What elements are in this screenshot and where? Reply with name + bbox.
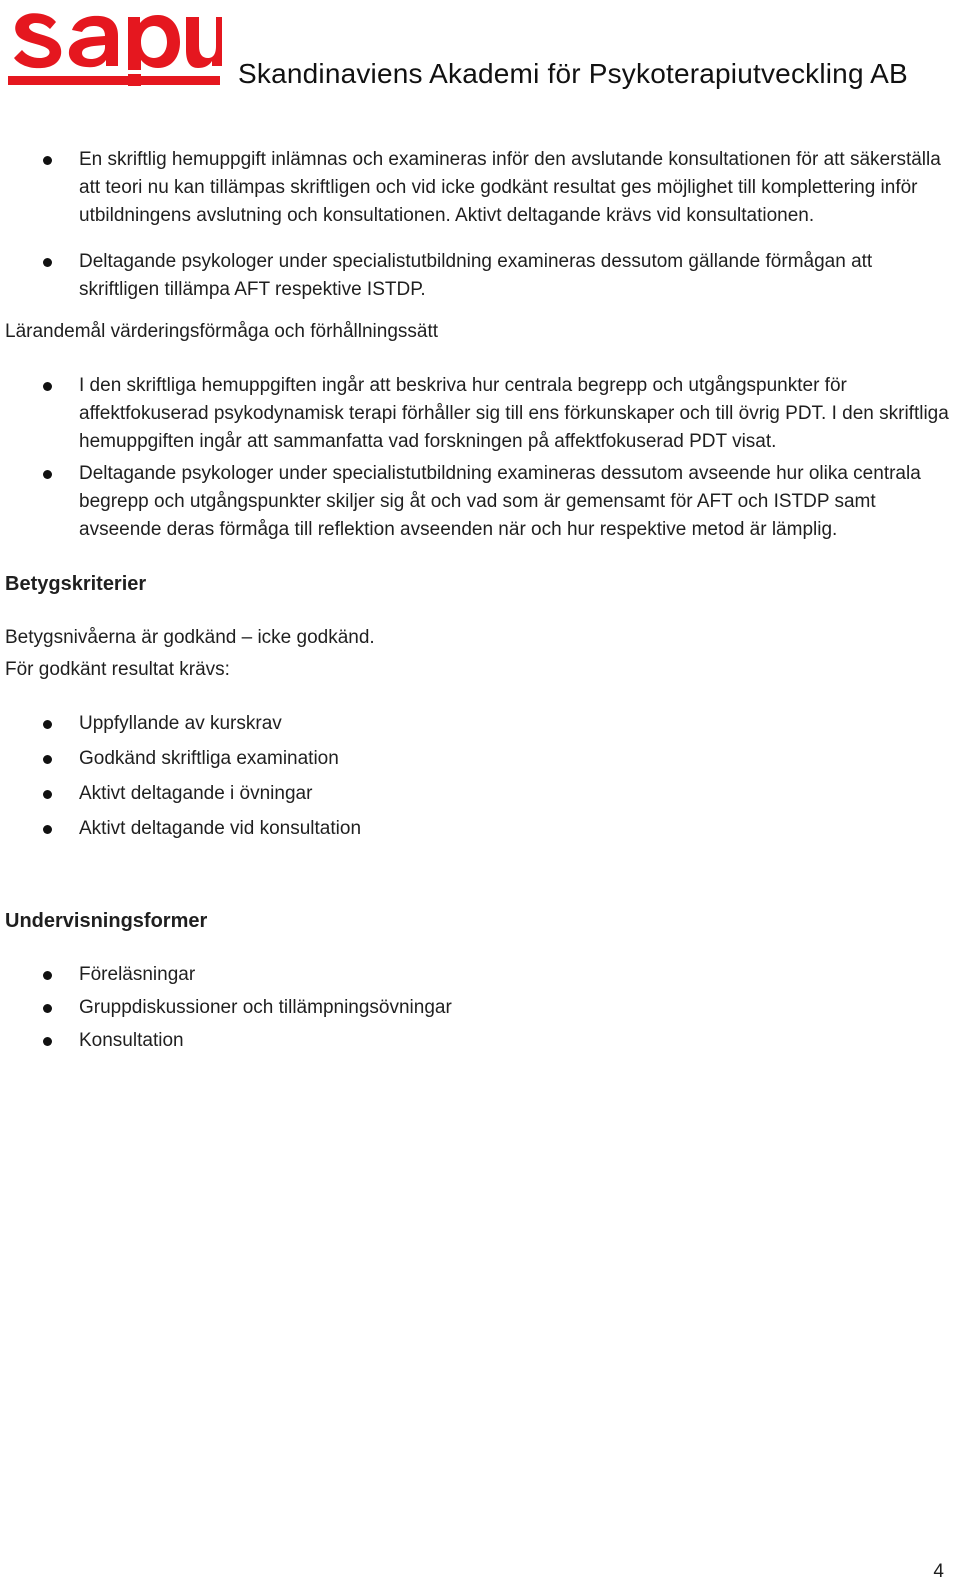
- list-item: [5, 460, 953, 544]
- list-item: [5, 710, 953, 738]
- grading-heading: Betygskriterier: [5, 573, 147, 595]
- learning-goals-list: [5, 372, 953, 544]
- teaching-forms-list: [5, 961, 953, 1055]
- sapu-logo: [6, 0, 222, 86]
- list-item-text: Deltagande psykologer under specialistutbildning examineras dessutom gällande förmågan att skriftligen tillämpa AFT respektive ISTDP.: [79, 251, 873, 300]
- sapu-logo-graphic: [6, 0, 222, 86]
- learning-goals-title: Lärandemål värderingsförmåga och förhållningssätt: [5, 321, 439, 342]
- company-name: Skandinaviens Akademi för Psykoterapiutveckling AB: [238, 58, 908, 89]
- list-item: [5, 994, 953, 1022]
- bullet-icon: [43, 258, 52, 267]
- bullet-icon: [43, 755, 52, 764]
- list-item-text: Aktivt deltagande i övningar: [79, 783, 313, 804]
- bullet-icon: [43, 156, 52, 165]
- bullet-icon: [43, 720, 52, 729]
- bullet-icon: [43, 825, 52, 834]
- list-item: [5, 745, 953, 773]
- bullet-icon: [43, 790, 52, 799]
- teaching-heading: Undervisningsformer: [5, 910, 208, 932]
- list-item-text: I den skriftliga hemuppgiften ingår att beskriva hur centrala begrepp och utgångspunkter för affektfokuserad psykodynamisk terapi förhåller sig till ens förkunskaper och till övrig PDT. I den skriftliga hemuppgiften ingår att sammanfatta vad forskningen på affektfokuserad PDT visat.: [79, 375, 949, 452]
- bullet-icon: [43, 1037, 52, 1046]
- list-item-text: Konsultation: [79, 1030, 184, 1051]
- page-number: 4: [933, 1561, 944, 1582]
- exam-requirements-list: [5, 146, 953, 304]
- bullet-icon: [43, 1004, 52, 1013]
- list-item-text: Gruppdiskussioner och tillämpningsövningar: [79, 997, 452, 1018]
- list-item-text: Föreläsningar: [79, 964, 196, 985]
- list-item-text: Godkänd skriftliga examination: [79, 748, 339, 769]
- grading-levels-text: Betygsnivåerna är godkänd – icke godkänd.: [5, 627, 375, 648]
- list-item-text: En skriftlig hemuppgift inlämnas och examineras inför den avslutande konsultationen för att säkerställa att teori nu kan tillämpas skriftligen och vid icke godkänt resultat ges möjlighet till komplettering inför utbildningens avslutning och konsultationen. Aktivt deltagande krävs vid konsultationen.: [79, 149, 941, 226]
- bullet-icon: [43, 971, 52, 980]
- bullet-icon: [43, 470, 52, 479]
- grading-criteria-list: [5, 710, 953, 843]
- list-item: [5, 248, 953, 304]
- list-item: [5, 146, 953, 230]
- list-item: [5, 372, 953, 456]
- list-item: [5, 961, 953, 989]
- grading-requirement-text: För godkänt resultat krävs:: [5, 659, 230, 680]
- document-body: [5, 146, 953, 1055]
- list-item-text: Deltagande psykologer under specialistutbildning examineras dessutom avseende hur olika centrala begrepp och utgångspunkter skiljer sig åt och vad som är gemensamt för AFT och ISTDP samt avseende deras förmåga till reflektion avseenden när och hur respektive metod är lämplig.: [79, 463, 921, 540]
- page-header: [0, 0, 960, 100]
- list-item: [5, 815, 953, 843]
- list-item: [5, 780, 953, 808]
- list-item-text: Uppfyllande av kurskrav: [79, 713, 282, 734]
- bullet-icon: [43, 382, 52, 391]
- list-item: [5, 1027, 953, 1055]
- list-item-text: Aktivt deltagande vid konsultation: [79, 818, 362, 839]
